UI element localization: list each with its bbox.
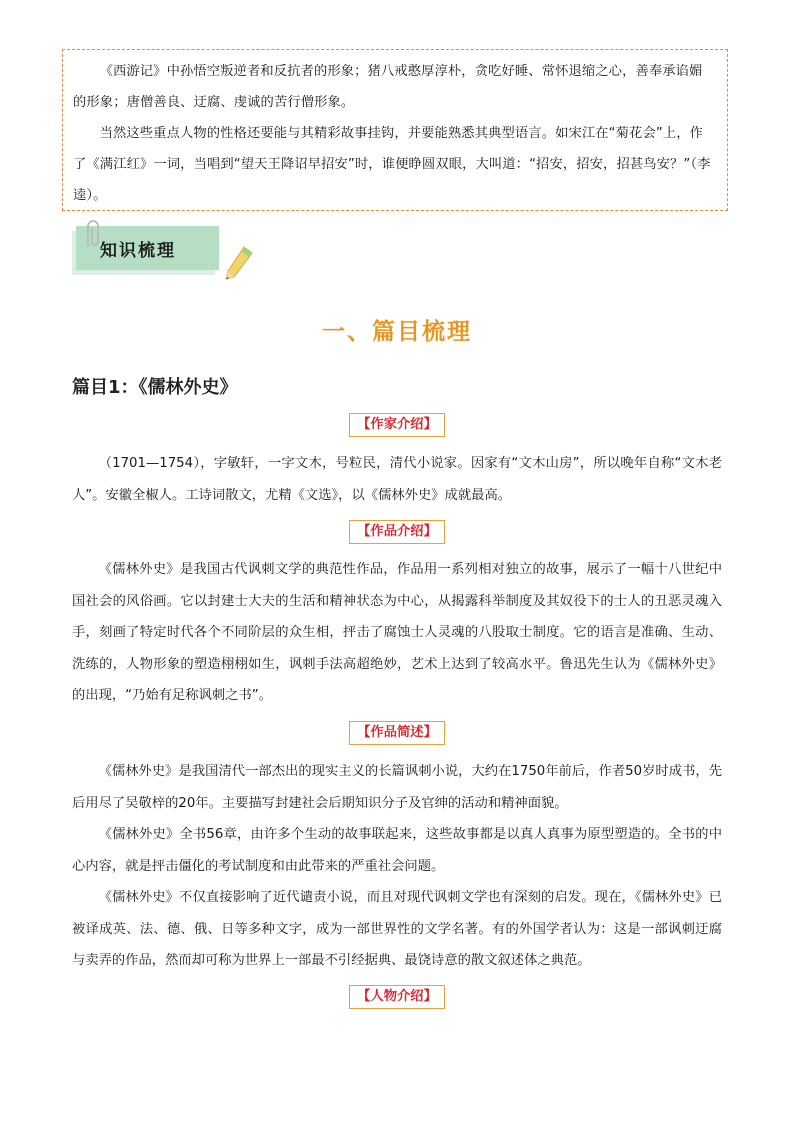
summary-paragraph-2: 《儒林外史》全书56章，由许多个生动的故事联起来，这些故事都是以真人真事为原型塑造的。全书的中心内容，就是抨击僵化的考试制度和由此带来的严重社会问题。 (72, 827, 722, 874)
work-paragraph: 《儒林外史》是我国古代讽刺文学的典范性作品，作品用一系列相对独立的故事，展示了一幅十八世纪中国社会的风俗画。它以封建士大夫的生活和精神状态为中心，从揭露科举制度及其奴役下的士人的丑恶灵魂入手，刻画了特定时代各个不同阶层的众生相，抨击了腐蚀士人灵魂的八股取士制度。它的语言是准确、生动、洗练的，人物形象的塑造栩栩如生，讽刺手法高超绝妙，艺术上达到了较高水平。鲁迅先生认为《儒林外史》的出现，“乃始有足称讽刺之书”。 (72, 562, 722, 703)
pencil-icon (222, 243, 256, 283)
label-work-text: 【作品介绍】 (349, 520, 445, 544)
label-summary (0, 721, 794, 745)
summary-paragraph-1: 《儒林外史》是我国清代一部杰出的现实主义的长篇讽刺小说，大约在1750年前后，作者50岁时成书，先后用尽了吴敬梓的20年。主要描写封建社会后期知识分子及官绅的活动和精神面貌。 (72, 764, 722, 811)
summary-paragraph-3: 《儒林外史》不仅直接影响了近代谴责小说，而且对现代讽刺文学也有深刻的启发。现在，《儒林外史》已被译成英、法、德、俄、日等多种文字，成为一部世界性的文学名著。有的外国学者认为：这是一部讽刺迂腐与卖弄的作品，然而却可称为世界上一部最不引经据典、最饶诗意的散文叙述体之典范。 (72, 890, 722, 968)
label-summary-text: 【作品简述】 (349, 721, 445, 745)
author-paragraph: （1701—1754），字敏轩，一字文木，号粒民，清代小说家。因家有“文木山房”，所以晚年自称“文木老人”。安徽全椒人。工诗词散文，尤精《文选》，以《儒林外史》成就最高。 (72, 456, 722, 503)
section-tag-label: 知识梳理 (100, 241, 176, 261)
paperclip-icon (82, 218, 104, 248)
main-heading: 一、篇目梳理 (322, 319, 472, 345)
label-characters-text: 【人物介绍】 (349, 985, 445, 1009)
intro-paragraph-1: 《西游记》中孙悟空叛逆者和反抗者的形象；猪八戒憨厚淳朴，贪吃好睡、常怀退缩之心，善奉承谄媚的形象；唐僧善良、迂腐、虔诚的苦行僧形象。 (73, 64, 703, 110)
subheading: 篇目1：《儒林外史》 (72, 377, 238, 398)
intro-box (62, 49, 728, 211)
intro-paragraph-2: 当然这些重点人物的性格还要能与其精彩故事挂钩，并要能熟悉其典型语言。如宋江在“菊花会”上，作了《满江红》一词，当唱到“望天王降诏早招安”时，谁便睁圆双眼，大叫道：“招安，招安，招甚鸟安？”（李逵）。 (73, 126, 711, 203)
label-author (0, 413, 794, 437)
label-characters (0, 985, 794, 1009)
label-author-text: 【作家介绍】 (349, 413, 445, 437)
label-work (0, 520, 794, 544)
